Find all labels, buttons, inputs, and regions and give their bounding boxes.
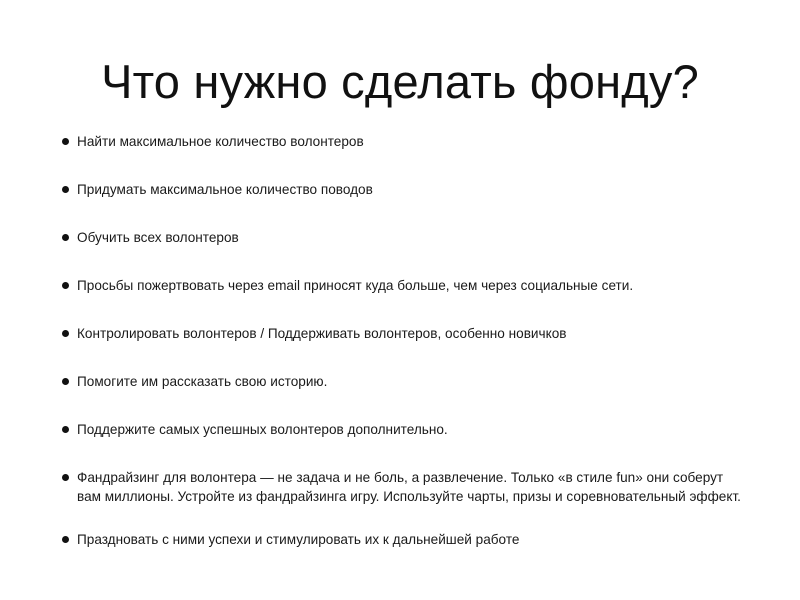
bullet-text: Придумать максимальное количество поводов [77,182,373,197]
bullet-item-5 [60,324,750,343]
bullet-item-9 [60,530,750,549]
bullet-dot-icon [62,330,69,337]
bullet-text: Фандрайзинг для волонтера — не задача и не боль, а развлечение. Только «в стиле fun» они соберут вам миллионы. Устройте из фандрайзинга игру. Используйте чарты, призы и соревновательный эффект. [77,470,741,504]
bullet-dot-icon [62,378,69,385]
bullet-item-4 [60,276,750,295]
bullet-item-1 [60,132,750,151]
bullet-text: Контролировать волонтеров / Поддерживать волонтеров, особенно новичков [77,326,567,341]
bullet-item-3 [60,228,750,247]
bullet-dot-icon [62,426,69,433]
bullet-text: Найти максимальное количество волонтеров [77,134,364,149]
bullet-dot-icon [62,138,69,145]
bullet-dot-icon [62,536,69,543]
bullet-text: Обучить всех волонтеров [77,230,239,245]
bullet-dot-icon [62,234,69,241]
bullet-text: Просьбы пожертвовать через email приносят куда больше, чем через социальные сети. [77,278,634,293]
bullet-text: Помогите им рассказать свою историю. [77,374,328,389]
bullet-text: Поддержите самых успешных волонтеров дополнительно. [77,422,448,437]
bullet-item-7 [60,420,750,439]
bullet-item-8 [60,468,750,506]
bullet-dot-icon [62,186,69,193]
bullet-dot-icon [62,474,69,481]
slide-title: Что нужно сделать фонду? [101,55,699,108]
bullet-item-2 [60,180,750,199]
bullet-dot-icon [62,282,69,289]
bullet-item-6 [60,372,750,391]
bullet-text: Праздновать с ними успехи и стимулировать их к дальнейшей работе [77,532,520,547]
bullet-list [60,132,750,578]
